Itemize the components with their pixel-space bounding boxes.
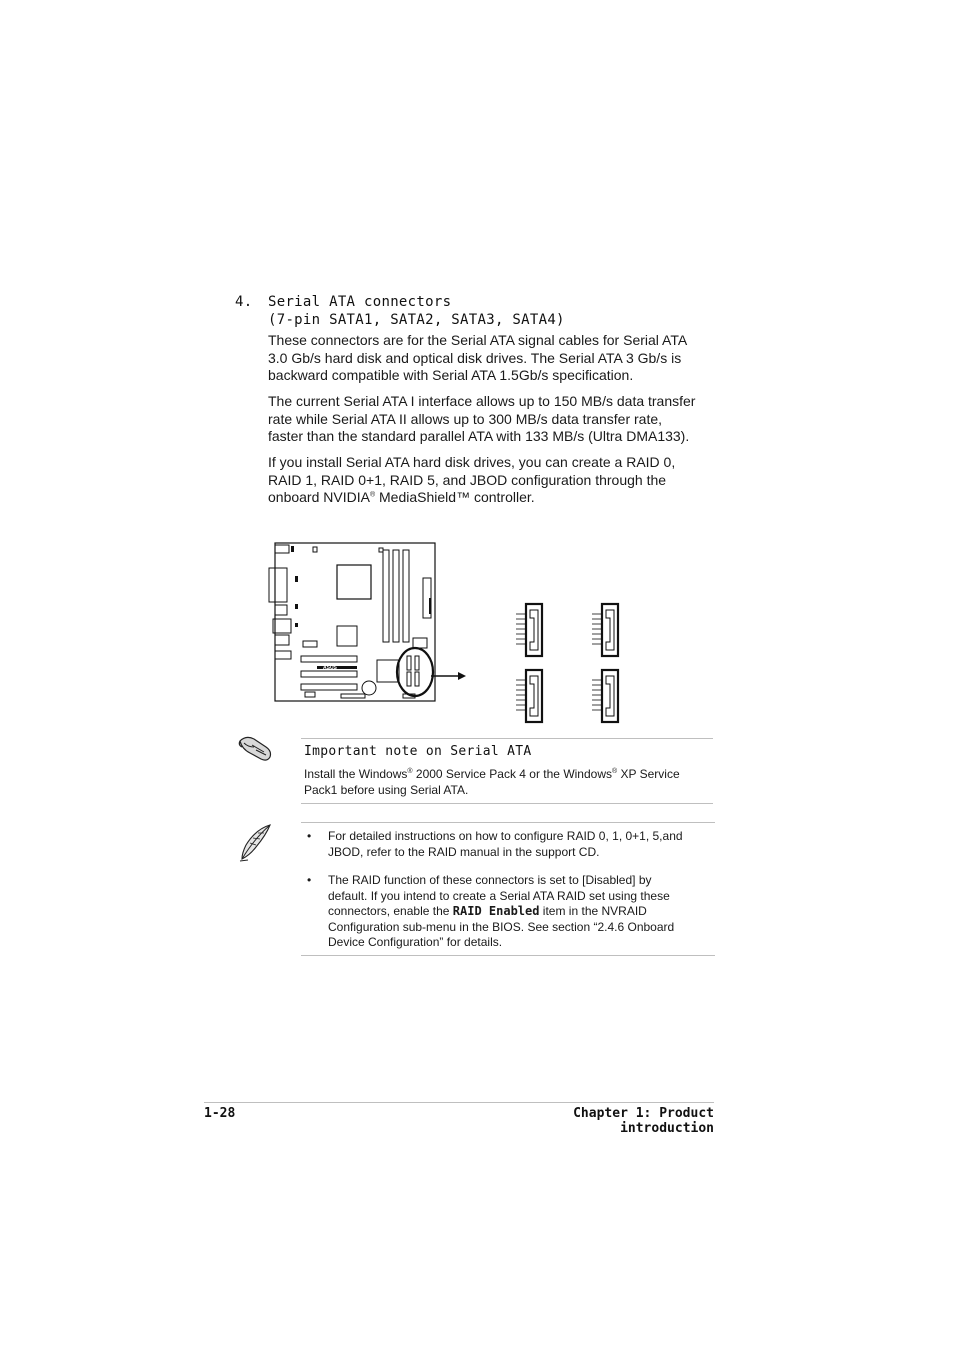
- asus-logo: ASUS: [323, 665, 337, 671]
- io-port: [275, 545, 289, 553]
- sata-connector-symbol: [592, 604, 618, 656]
- connector-key: [530, 610, 538, 650]
- note-line: [304, 767, 714, 783]
- paragraph-line: [268, 489, 718, 507]
- connector-key: [606, 610, 614, 650]
- note-item-2: [307, 873, 712, 951]
- small-component: [305, 692, 315, 697]
- note-text: XP Service: [617, 767, 680, 781]
- note-bottom-rule: [301, 803, 713, 804]
- chipset: [337, 626, 357, 646]
- paragraph-line: RAID 1, RAID 0+1, RAID 5, and JBOD configuration through the: [268, 471, 667, 488]
- sata-connector-symbol: [516, 604, 542, 656]
- important-note-title: Important note on Serial ATA: [304, 744, 532, 759]
- note-text: Install the Windows: [304, 767, 408, 781]
- paragraph-line: backward compatible with Serial ATA 1.5Gb/s specification.: [268, 367, 634, 384]
- sata-connector-symbol: [516, 670, 542, 722]
- paragraph-3: [268, 454, 718, 507]
- registered-mark: ®: [407, 768, 413, 775]
- marker: [295, 604, 298, 609]
- bullet-dot: •: [307, 873, 312, 887]
- note-line: The RAID function of these connectors is set to [Disabled] by: [328, 873, 652, 887]
- io-port: [275, 605, 287, 615]
- note-line: Device Configuration” for details.: [328, 935, 503, 949]
- pointer-arrowhead: [458, 672, 466, 680]
- sata-connector-mini: [415, 656, 419, 670]
- note-item-text: [328, 873, 712, 951]
- sata-connector-mini: [407, 656, 411, 670]
- io-port: [275, 651, 291, 659]
- paragraph-line: rate while Serial ATA II allows up to 300 MB/s data transfer rate,: [268, 410, 663, 427]
- io-port: [273, 619, 291, 633]
- paragraph-line: If you install Serial ATA hard disk drives, you can create a RAID 0,: [268, 454, 676, 470]
- connector-key: [606, 676, 614, 716]
- note-line: Pack1 before using Serial ATA.: [304, 782, 469, 797]
- io-port: [269, 568, 287, 602]
- note-text: 2000 Service Pack 4 or the Windows: [412, 767, 612, 781]
- small-component: [303, 641, 317, 647]
- sata-connector-mini: [407, 672, 411, 686]
- note-line: [328, 904, 712, 920]
- note-line: Configuration sub-menu in the BIOS. See section “2.4.6 Onboard: [328, 919, 675, 934]
- small-component: [341, 694, 365, 698]
- sata-connectors-diagram: [508, 598, 628, 728]
- note-item-text: [328, 829, 712, 860]
- cpu-socket: [337, 565, 371, 599]
- marker: [295, 576, 298, 582]
- paragraph-line: 3.0 Gb/s hard disk and optical disk drives. The Serial ATA 3 Gb/s is: [268, 349, 682, 366]
- page-number: 1-28: [204, 1106, 236, 1121]
- pci-slot: [301, 656, 357, 662]
- sata-connector-mini: [415, 672, 419, 686]
- battery: [362, 681, 376, 695]
- small-component: [413, 638, 427, 648]
- note-top-rule: [301, 738, 713, 739]
- marker: [295, 623, 298, 627]
- motherboard-diagram: [265, 538, 475, 708]
- bullet-dot: •: [307, 829, 312, 843]
- registered-mark: ®: [612, 768, 618, 775]
- registered-mark: ®: [369, 491, 376, 499]
- chapter-title: Chapter 1: Product introduction: [573, 1106, 714, 1136]
- footer-rule: [204, 1102, 714, 1103]
- paragraph-1: [268, 332, 718, 385]
- marker: [313, 547, 317, 552]
- notes-top-rule: [301, 822, 715, 823]
- bios-item-name: RAID Enabled: [452, 904, 540, 918]
- note-text: item in the NVRAID: [539, 904, 647, 918]
- io-port: [275, 635, 289, 645]
- marker: [291, 546, 294, 552]
- dimm-slot: [383, 550, 389, 642]
- section-number: 4.: [235, 294, 253, 310]
- pci-slot: [301, 684, 357, 690]
- paragraph-text: MediaShield™ controller.: [375, 489, 535, 506]
- dimm-slot: [393, 550, 399, 642]
- notes-bottom-rule: [301, 955, 715, 956]
- paragraph-line: The current Serial ATA I interface allows up to 150 MB/s data transfer: [268, 393, 696, 409]
- sata-connector-symbol: [592, 670, 618, 722]
- southbridge: [377, 660, 399, 682]
- paragraph-line: faster than the standard parallel ATA with 133 MB/s (Ultra DMA133).: [268, 428, 690, 445]
- feather-icon: [236, 823, 276, 863]
- note-item-1: [307, 829, 712, 860]
- note-text: connectors, enable the: [328, 904, 453, 918]
- section-title: Serial ATA connectors: [268, 294, 452, 310]
- section-subtitle: (7-pin SATA1, SATA2, SATA3, SATA4): [268, 312, 565, 328]
- note-line: For detailed instructions on how to configure RAID 0, 1, 0+1, 5,and: [328, 829, 683, 843]
- connector-key: [530, 676, 538, 716]
- paragraph-line: These connectors are for the Serial ATA signal cables for Serial ATA: [268, 332, 688, 348]
- note-line: JBOD, refer to the RAID manual in the support CD.: [328, 844, 600, 859]
- important-note-text: [304, 767, 714, 798]
- pci-slot: [301, 671, 357, 677]
- dimm-slot: [403, 550, 409, 642]
- marker: [429, 598, 431, 614]
- marker: [379, 548, 383, 552]
- paragraph-text: onboard NVIDIA: [268, 489, 370, 506]
- paragraph-2: [268, 393, 718, 446]
- hand-icon: [236, 733, 276, 765]
- note-line: default. If you intend to create a Serial ATA RAID set using these: [328, 888, 670, 903]
